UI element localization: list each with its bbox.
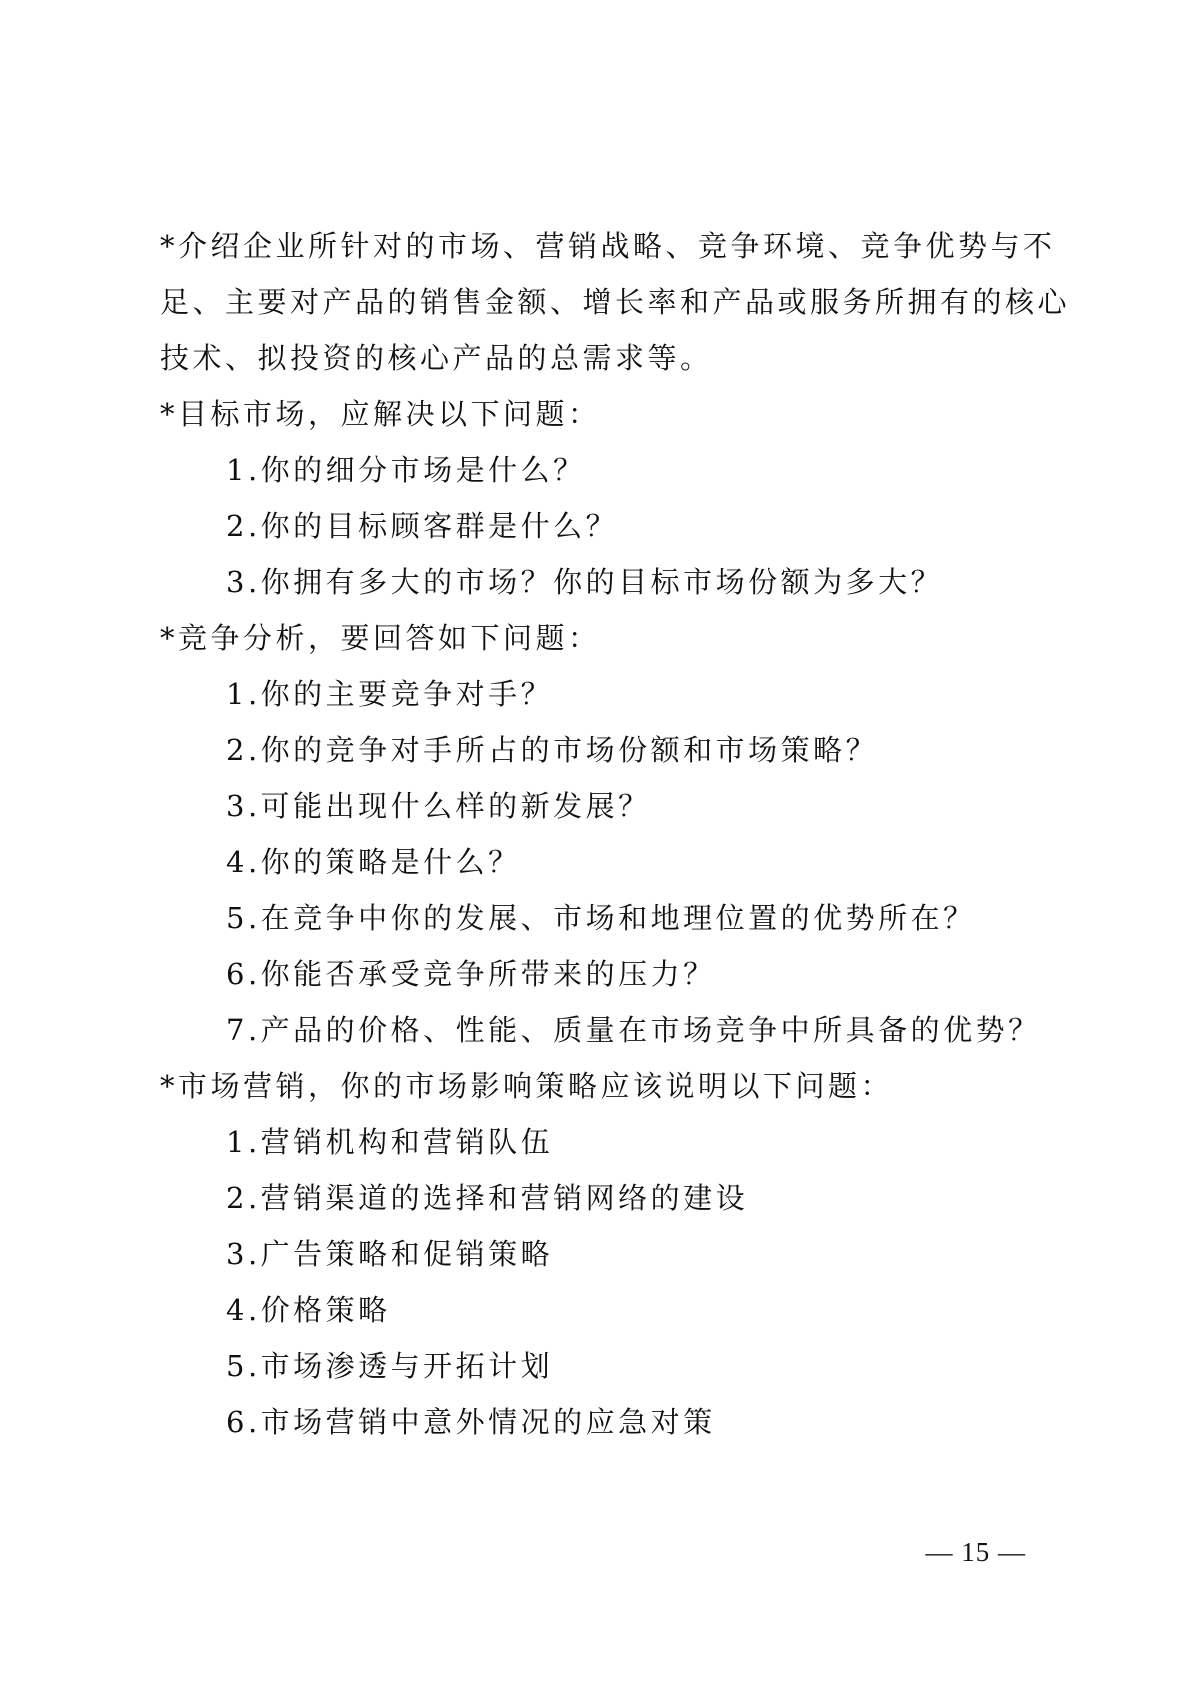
list-item: 1.你的细分市场是什么？	[226, 453, 586, 487]
list-item: 3.可能出现什么样的新发展？	[226, 789, 651, 823]
list-item: 2.你的目标顾客群是什么？	[226, 509, 619, 543]
list-item: 1.营销机构和营销队伍	[226, 1125, 554, 1159]
page-number: — 15 —	[925, 1537, 1026, 1567]
list-item: 3.广告策略和促销策略	[226, 1237, 554, 1271]
list-item: 2.营销渠道的选择和营销网络的建设	[226, 1181, 749, 1215]
list-item: 4.你的策略是什么？	[226, 845, 521, 879]
list-item: 5.市场渗透与开拓计划	[226, 1349, 554, 1383]
intro-line-3: 技术、拟投资的核心产品的总需求等。	[160, 341, 713, 375]
section-heading-target-market: *目标市场，应解决以下问题：	[160, 397, 601, 431]
list-item: 4.价格策略	[226, 1293, 391, 1327]
list-item: 2.你的竞争对手所占的市场份额和市场策略？	[226, 733, 879, 767]
list-item: 5.在竞争中你的发展、市场和地理位置的优势所在？	[226, 901, 976, 935]
section-heading-competition: *竞争分析，要回答如下问题：	[160, 621, 601, 655]
list-item: 1.你的主要竞争对手？	[226, 677, 554, 711]
list-item: 6.你能否承受竞争所带来的压力？	[226, 957, 716, 991]
list-item: 7.产品的价格、性能、质量在市场竞争中所具备的优势？	[226, 1013, 1041, 1047]
list-item: 6.市场营销中意外情况的应急对策	[226, 1405, 716, 1439]
intro-line-2: 足、主要对产品的销售金额、增长率和产品或服务所拥有的核心	[160, 285, 1071, 319]
list-item: 3.你拥有多大的市场？你的目标市场份额为多大？	[226, 565, 944, 599]
document-body	[160, 218, 1071, 1450]
section-heading-marketing: *市场营销，你的市场影响策略应该说明以下问题：	[160, 1069, 894, 1103]
intro-line-1: *介绍企业所针对的市场、营销战略、竞争环境、竞争优势与不	[160, 229, 1056, 263]
